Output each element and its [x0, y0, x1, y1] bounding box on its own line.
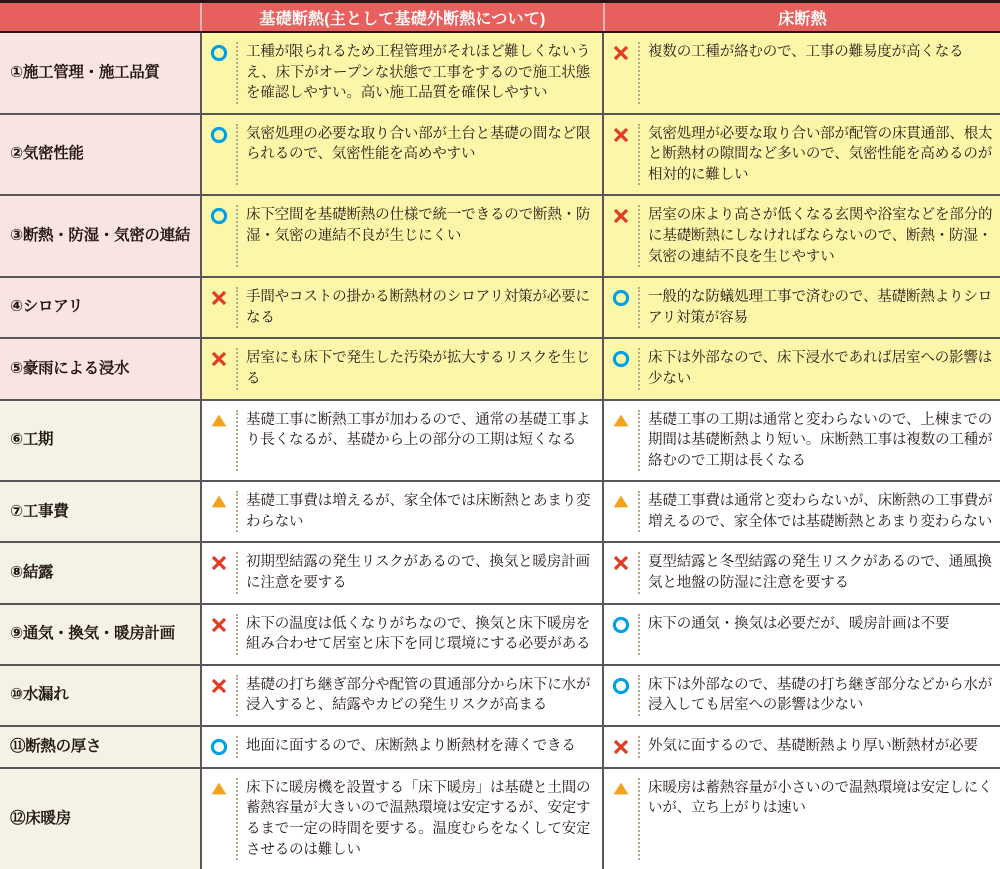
- cell-foundation-insulation: [202, 401, 604, 481]
- cross-icon: [202, 675, 238, 716]
- cell-floor-insulation: [604, 769, 1000, 869]
- cell-floor-insulation: [604, 482, 1000, 541]
- cell-foundation-insulation: [202, 666, 604, 725]
- table-body: [0, 33, 1000, 869]
- cross-icon: [202, 552, 238, 593]
- cell-floor-insulation: [604, 401, 1000, 481]
- triangle-icon: [604, 778, 640, 860]
- row-label: ④シロアリ: [0, 278, 202, 337]
- triangle-icon: [202, 491, 238, 532]
- cell-text: 床下空間を基礎断熱の仕様で統一できるので断熱・防湿・気密の連結不良が生じにくい: [246, 207, 591, 245]
- cell-text: 床下は外部なので、床下浸水であれば居室への影響は少ない: [648, 350, 993, 387]
- row-label: ③断熱・防湿・気密の連結: [0, 196, 202, 276]
- cell-floor-insulation: [604, 605, 1000, 664]
- triangle-icon: [202, 410, 238, 472]
- cell-floor-insulation: [604, 278, 1000, 337]
- circle-icon: [604, 287, 640, 328]
- cell-text: 基礎工事費は通常と変わらないが、床断熱の工事費が増えるので、家全体では基礎断熱とあまり変わらない: [648, 493, 993, 530]
- circle-icon: [202, 736, 238, 758]
- table-row: [0, 196, 1000, 278]
- table-row: [0, 401, 1000, 483]
- circle-icon: [202, 124, 238, 186]
- table-row: [0, 769, 1000, 869]
- cell-text: 居室の床より高さが低くなる玄関や浴室などを部分的に基礎断熱にしなければならないので、断熱・防湿・気密の連結不良を生じやすい: [648, 207, 993, 265]
- cell-foundation-insulation: [202, 115, 604, 195]
- cell-text: 手間やコストの掛かる断熱材のシロアリ対策が必要になる: [246, 289, 590, 326]
- cell-text: 工種が限られるため工程管理がそれほど難しくないうえ、床下がオープンな状態で工事をするので施工状態を確認しやすい。高い施工品質を確保しやすい: [246, 44, 591, 102]
- cell-text: 初期型結露の発生リスクがあるので、換気と暖房計画に注意を要する: [246, 554, 590, 591]
- table-row: [0, 666, 1000, 727]
- cross-icon: [202, 614, 238, 655]
- cell-text: 夏型結露と冬型結露の発生リスクがあるので、通風換気と地盤の防湿に注意を要する: [648, 554, 992, 591]
- row-label: ①施工管理・施工品質: [0, 33, 202, 113]
- cell-text: 床暖房は蓄熱容量が小さいので温熱環境は安定しにくいが、立ち上がりは速い: [648, 779, 993, 817]
- table-row: [0, 278, 1000, 339]
- triangle-icon: [202, 778, 238, 860]
- cell-text: 気密処理の必要な取り合い部が土台と基礎の間など限られるので、気密性能を高めやすい: [246, 125, 591, 163]
- triangle-icon: [604, 491, 640, 532]
- table-row: [0, 33, 1000, 115]
- cell-foundation-insulation: [202, 727, 604, 767]
- table-row: [0, 727, 1000, 769]
- cross-icon: [604, 205, 640, 267]
- cell-text: 基礎の打ち継ぎ部分や配管の貫通部分から床下に水が浸入すると、結露やカビの発生リスクが高まる: [246, 676, 591, 714]
- cross-icon: [202, 287, 238, 328]
- cell-text: 基礎工事に断熱工事が加わるので、通常の基礎工事より長くなるが、基礎から上の部分の工期は短くなる: [246, 411, 591, 449]
- row-label: ⑨通気・換気・暖房計画: [0, 605, 202, 664]
- cell-foundation-insulation: [202, 339, 604, 398]
- circle-icon: [604, 675, 640, 716]
- table-header-row: [0, 3, 1000, 33]
- cell-floor-insulation: [604, 666, 1000, 725]
- row-label: ⑤豪雨による浸水: [0, 339, 202, 398]
- cell-floor-insulation: [604, 196, 1000, 276]
- row-label: ⑥工期: [0, 401, 202, 481]
- cell-foundation-insulation: [202, 605, 604, 664]
- cell-text: 床下の通気・換気は必要だが、暖房計画は不要: [648, 615, 950, 632]
- cell-foundation-insulation: [202, 543, 604, 602]
- cell-text: 一般的な防蟻処理工事で済むので、基礎断熱よりシロアリ対策が容易: [648, 289, 993, 326]
- table-row: [0, 482, 1000, 543]
- cell-foundation-insulation: [202, 769, 604, 869]
- cell-text: 外気に面するので、基礎断熱より厚い断熱材が必要: [648, 737, 978, 754]
- circle-icon: [202, 205, 238, 267]
- header-corner-cell: [0, 3, 202, 31]
- row-label: ⑩水漏れ: [0, 666, 202, 725]
- cell-text: 基礎工事の工期は通常と変わらないので、上棟までの期間は基礎断熱より短い。床断熱工事は複数の工種が絡むので工期は長くなる: [648, 411, 993, 469]
- cross-icon: [604, 124, 640, 186]
- row-label: ⑦工事費: [0, 482, 202, 541]
- cell-floor-insulation: [604, 727, 1000, 767]
- row-label: ⑪断熱の厚さ: [0, 727, 202, 767]
- header-column-foundation-insulation: 基礎断熱(主として基礎外断熱について): [202, 3, 605, 31]
- cross-icon: [604, 42, 640, 104]
- cell-foundation-insulation: [202, 482, 604, 541]
- circle-icon: [604, 614, 640, 655]
- cell-foundation-insulation: [202, 278, 604, 337]
- cell-floor-insulation: [604, 339, 1000, 398]
- cell-text: 床下に暖房機を設置する「床下暖房」は基礎と土間の蓄熱容量が大きいので温熱環境は安定するが、安定するまで一定の時間を要する。温度むらをなくして安定させるのは難しい: [246, 779, 591, 858]
- triangle-icon: [604, 410, 640, 472]
- cell-foundation-insulation: [202, 33, 604, 113]
- cell-text: 床下の温度は低くなりがちなので、換気と床下暖房を組み合わせて居室と床下を同じ環境にする必要がある: [246, 615, 591, 653]
- cell-text: 基礎工事費は増えるが、家全体では床断熱とあまり変わらない: [246, 493, 591, 530]
- cell-floor-insulation: [604, 115, 1000, 195]
- table-row: [0, 339, 1000, 400]
- circle-icon: [202, 42, 238, 104]
- cross-icon: [202, 348, 238, 389]
- cell-text: 地面に面するので、床断熱より断熱材を薄くできる: [246, 737, 576, 754]
- table-row: [0, 605, 1000, 666]
- cell-text: 気密処理が必要な取り合い部が配管の床貫通部、根太と断熱材の隙間など多いので、気密性能を高めるのが相対的に難しい: [648, 125, 993, 183]
- table-row: [0, 115, 1000, 197]
- circle-icon: [604, 348, 640, 389]
- header-column-floor-insulation: 床断熱: [778, 10, 827, 28]
- row-label: ⑧結露: [0, 543, 202, 602]
- row-label: ⑫床暖房: [0, 769, 202, 869]
- cell-floor-insulation: [604, 543, 1000, 602]
- table-row: [0, 543, 1000, 604]
- cell-floor-insulation: [604, 33, 1000, 113]
- cell-text: 床下は外部なので、基礎の打ち継ぎ部分などから水が浸入しても居室への影響は少ない: [648, 676, 993, 714]
- cell-foundation-insulation: [202, 196, 604, 276]
- cell-text: 居室にも床下で発生した汚染が拡大するリスクを生じる: [246, 350, 591, 387]
- cross-icon: [604, 736, 640, 758]
- cross-icon: [604, 552, 640, 593]
- row-label: ②気密性能: [0, 115, 202, 195]
- cell-text: 複数の工種が絡むので、工事の難易度が高くなる: [648, 44, 964, 60]
